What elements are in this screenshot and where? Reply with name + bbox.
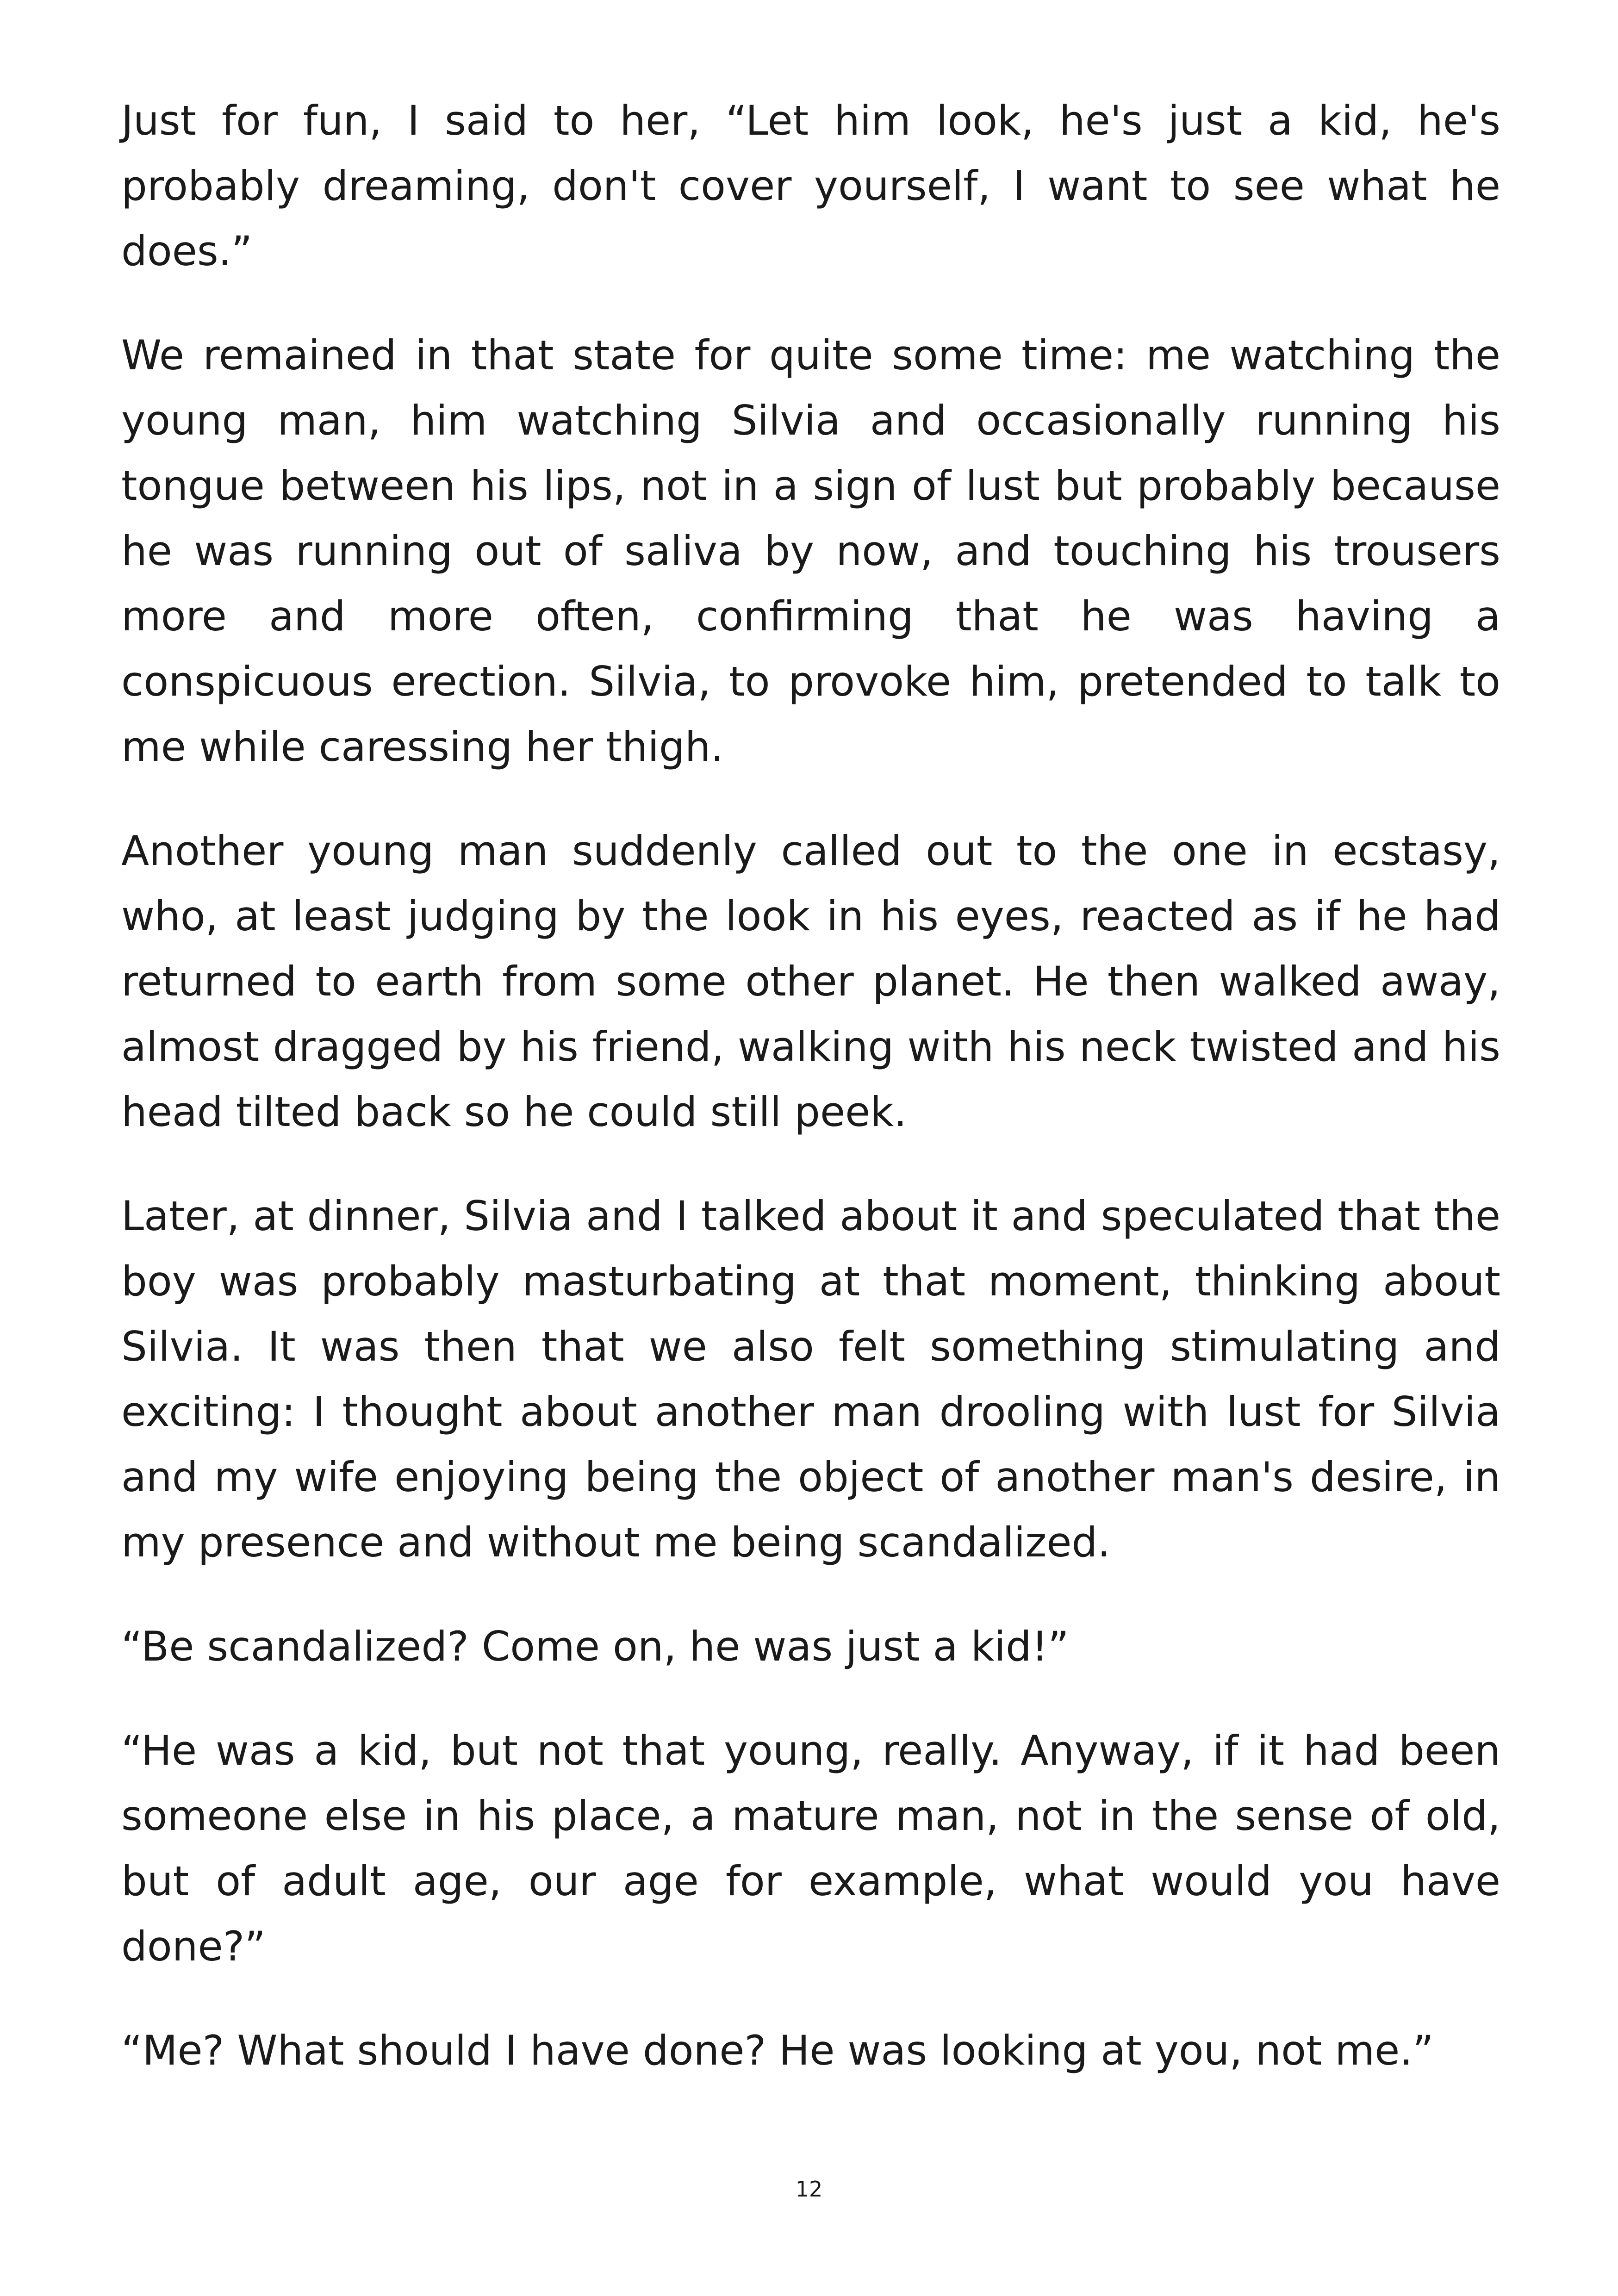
- paragraph: Just for fun, I said to her, “Let him look, he's just a kid, he's probably dreaming, don't cover yourself, I want to see what he does.”: [121, 97, 1500, 275]
- paragraph: “Be scandalized? Come on, he was just a kid!”: [121, 1623, 1069, 1670]
- page-number: 12: [795, 2177, 823, 2202]
- paragraph: Another young man suddenly called out to the one in ecstasy, who, at least judging by the look in his eyes, reacted as if he had returned to earth from some other planet. He then walked away, almost dragged by his friend, walking with his neck twisted and his head tilted back so he could still peek.: [121, 827, 1500, 1136]
- paragraph: We remained in that state for quite some time: me watching the young man, him watching Silvia and occasionally running his tongue between his lips, not in a sign of lust but probably because he was running out of saliva by now, and touching his trousers more and more often, confirming that he was having a conspicuous erection. Silvia, to provoke him, pretended to talk to me while caressing her thigh.: [121, 331, 1500, 771]
- body-text: [121, 88, 1500, 2122]
- paragraph: “He was a kid, but not that young, really. Anyway, if it had been someone else in his place, a mature man, not in the sense of old, but of adult age, our age for example, what would you have done?”: [121, 1727, 1500, 1970]
- paragraph: Later, at dinner, Silvia and I talked about it and speculated that the boy was probably masturbating at that moment, thinking about Silvia. It was then that we also felt something stimulating and exciting: I thought about another man drooling with lust for Silvia and my wife enjoying being the object of another man's desire, in my presence and without me being scandalized.: [121, 1192, 1500, 1566]
- paragraph: “Me? What should I have done? He was looking at you, not me.”: [121, 2027, 1434, 2074]
